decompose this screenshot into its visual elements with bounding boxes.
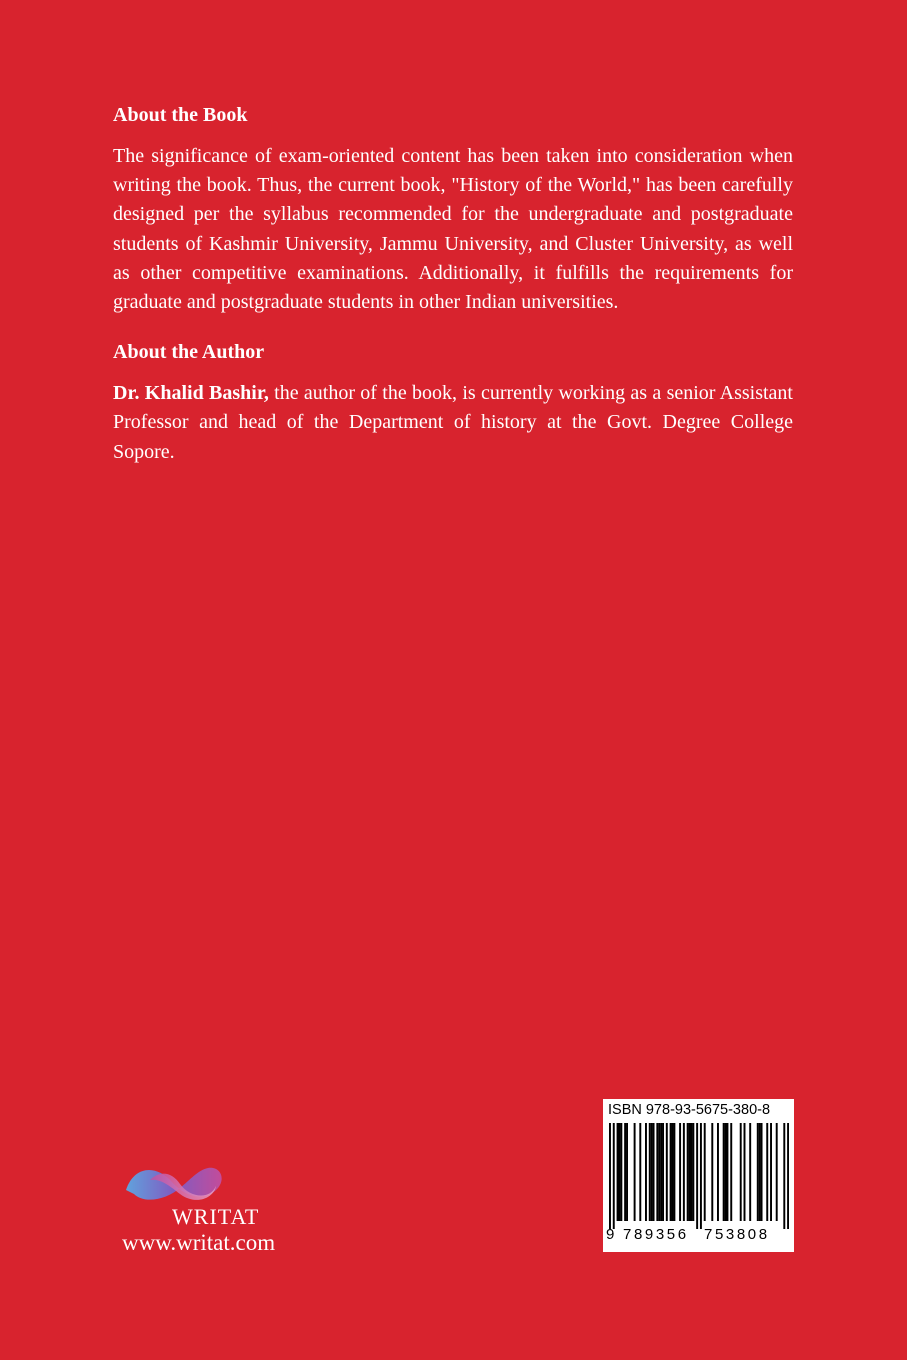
barcode-bar bbox=[757, 1123, 759, 1221]
publisher-logo bbox=[118, 1158, 338, 1258]
barcode-bar bbox=[711, 1123, 713, 1221]
ean-right-digits: 753808 bbox=[704, 1226, 770, 1243]
isbn-label: ISBN 978-93-5675-380-8 bbox=[608, 1102, 771, 1118]
barcode-bar bbox=[787, 1123, 789, 1229]
barcode-bar bbox=[639, 1123, 641, 1221]
about-book-paragraph: The significance of exam-oriented content has been taken into consideration when writing the book. Thus, the current book, "History of the World," has been carefully designed per the syllabus recommended for the undergraduate and postgraduate students of Kashmir University, Jammu University, and Cluster University, as well as other competitive examinations. Additionally, it fulfills the requirements for graduate and postgraduate students in other Indian universities. bbox=[113, 145, 793, 314]
barcode-bar bbox=[744, 1123, 746, 1221]
ean-lead-digit: 9 bbox=[606, 1226, 615, 1243]
barcode-bar bbox=[613, 1123, 615, 1229]
barcode-bar bbox=[609, 1123, 611, 1229]
back-cover-text bbox=[113, 100, 793, 487]
barcode-bar bbox=[662, 1123, 664, 1221]
barcode-bar bbox=[704, 1123, 706, 1221]
publisher-name: WRITAT bbox=[172, 1204, 260, 1229]
barcode-bar bbox=[618, 1123, 620, 1221]
barcode-bar bbox=[687, 1123, 689, 1221]
barcode-bar bbox=[649, 1123, 651, 1221]
barcode-bar bbox=[759, 1123, 761, 1221]
barcode-bar bbox=[624, 1123, 626, 1221]
author-bio: the author of the book, is currently working as a senior Assistant Professor and head of the Department of history at the Govt. Degree College Sopore. bbox=[113, 382, 793, 463]
barcode-bar bbox=[673, 1123, 675, 1221]
barcode-bar bbox=[689, 1123, 691, 1221]
barcode-bar bbox=[690, 1123, 692, 1221]
barcode-bar bbox=[634, 1123, 636, 1221]
barcode-bar bbox=[770, 1123, 772, 1221]
barcode-bar bbox=[700, 1123, 702, 1229]
about-author-heading: About the Author bbox=[113, 341, 265, 364]
barcode-bar bbox=[692, 1123, 694, 1221]
barcode-bar bbox=[660, 1123, 662, 1221]
barcode-bar bbox=[617, 1123, 619, 1221]
barcode-bar bbox=[626, 1123, 628, 1221]
barcode-bar bbox=[620, 1123, 622, 1221]
barcode-bar bbox=[761, 1123, 763, 1221]
barcode-bar bbox=[730, 1123, 732, 1221]
barcode-bar bbox=[653, 1123, 655, 1221]
barcode-bar bbox=[658, 1123, 660, 1221]
about-book-heading: About the Book bbox=[113, 104, 248, 126]
barcode-bar bbox=[725, 1123, 727, 1221]
isbn-barcode bbox=[603, 1099, 794, 1252]
barcode-bar bbox=[717, 1123, 719, 1221]
author-name: Dr. Khalid Bashir, bbox=[113, 382, 269, 405]
about-author-paragraph bbox=[113, 379, 793, 467]
publisher-url[interactable]: www.writat.com bbox=[122, 1230, 276, 1255]
barcode-bar bbox=[672, 1123, 674, 1221]
barcode-bar bbox=[666, 1123, 668, 1221]
barcode-bar bbox=[645, 1123, 647, 1221]
barcode-bar bbox=[749, 1123, 751, 1221]
infinity-ribbon-icon bbox=[120, 1158, 240, 1210]
barcode-bar bbox=[723, 1123, 725, 1221]
barcode-bars bbox=[609, 1123, 789, 1229]
barcode-bar bbox=[679, 1123, 681, 1221]
ean-left-digits: 789356 bbox=[623, 1226, 689, 1243]
barcode-bar bbox=[783, 1123, 785, 1229]
barcode-bar bbox=[776, 1123, 778, 1221]
barcode-bar bbox=[696, 1123, 698, 1229]
barcode-bar bbox=[651, 1123, 653, 1221]
barcode-bar bbox=[656, 1123, 658, 1221]
barcode-bar bbox=[726, 1123, 728, 1221]
barcode-bar bbox=[670, 1123, 672, 1221]
barcode-bar bbox=[740, 1123, 742, 1221]
barcode-bar bbox=[766, 1123, 768, 1221]
barcode-bar bbox=[683, 1123, 685, 1221]
